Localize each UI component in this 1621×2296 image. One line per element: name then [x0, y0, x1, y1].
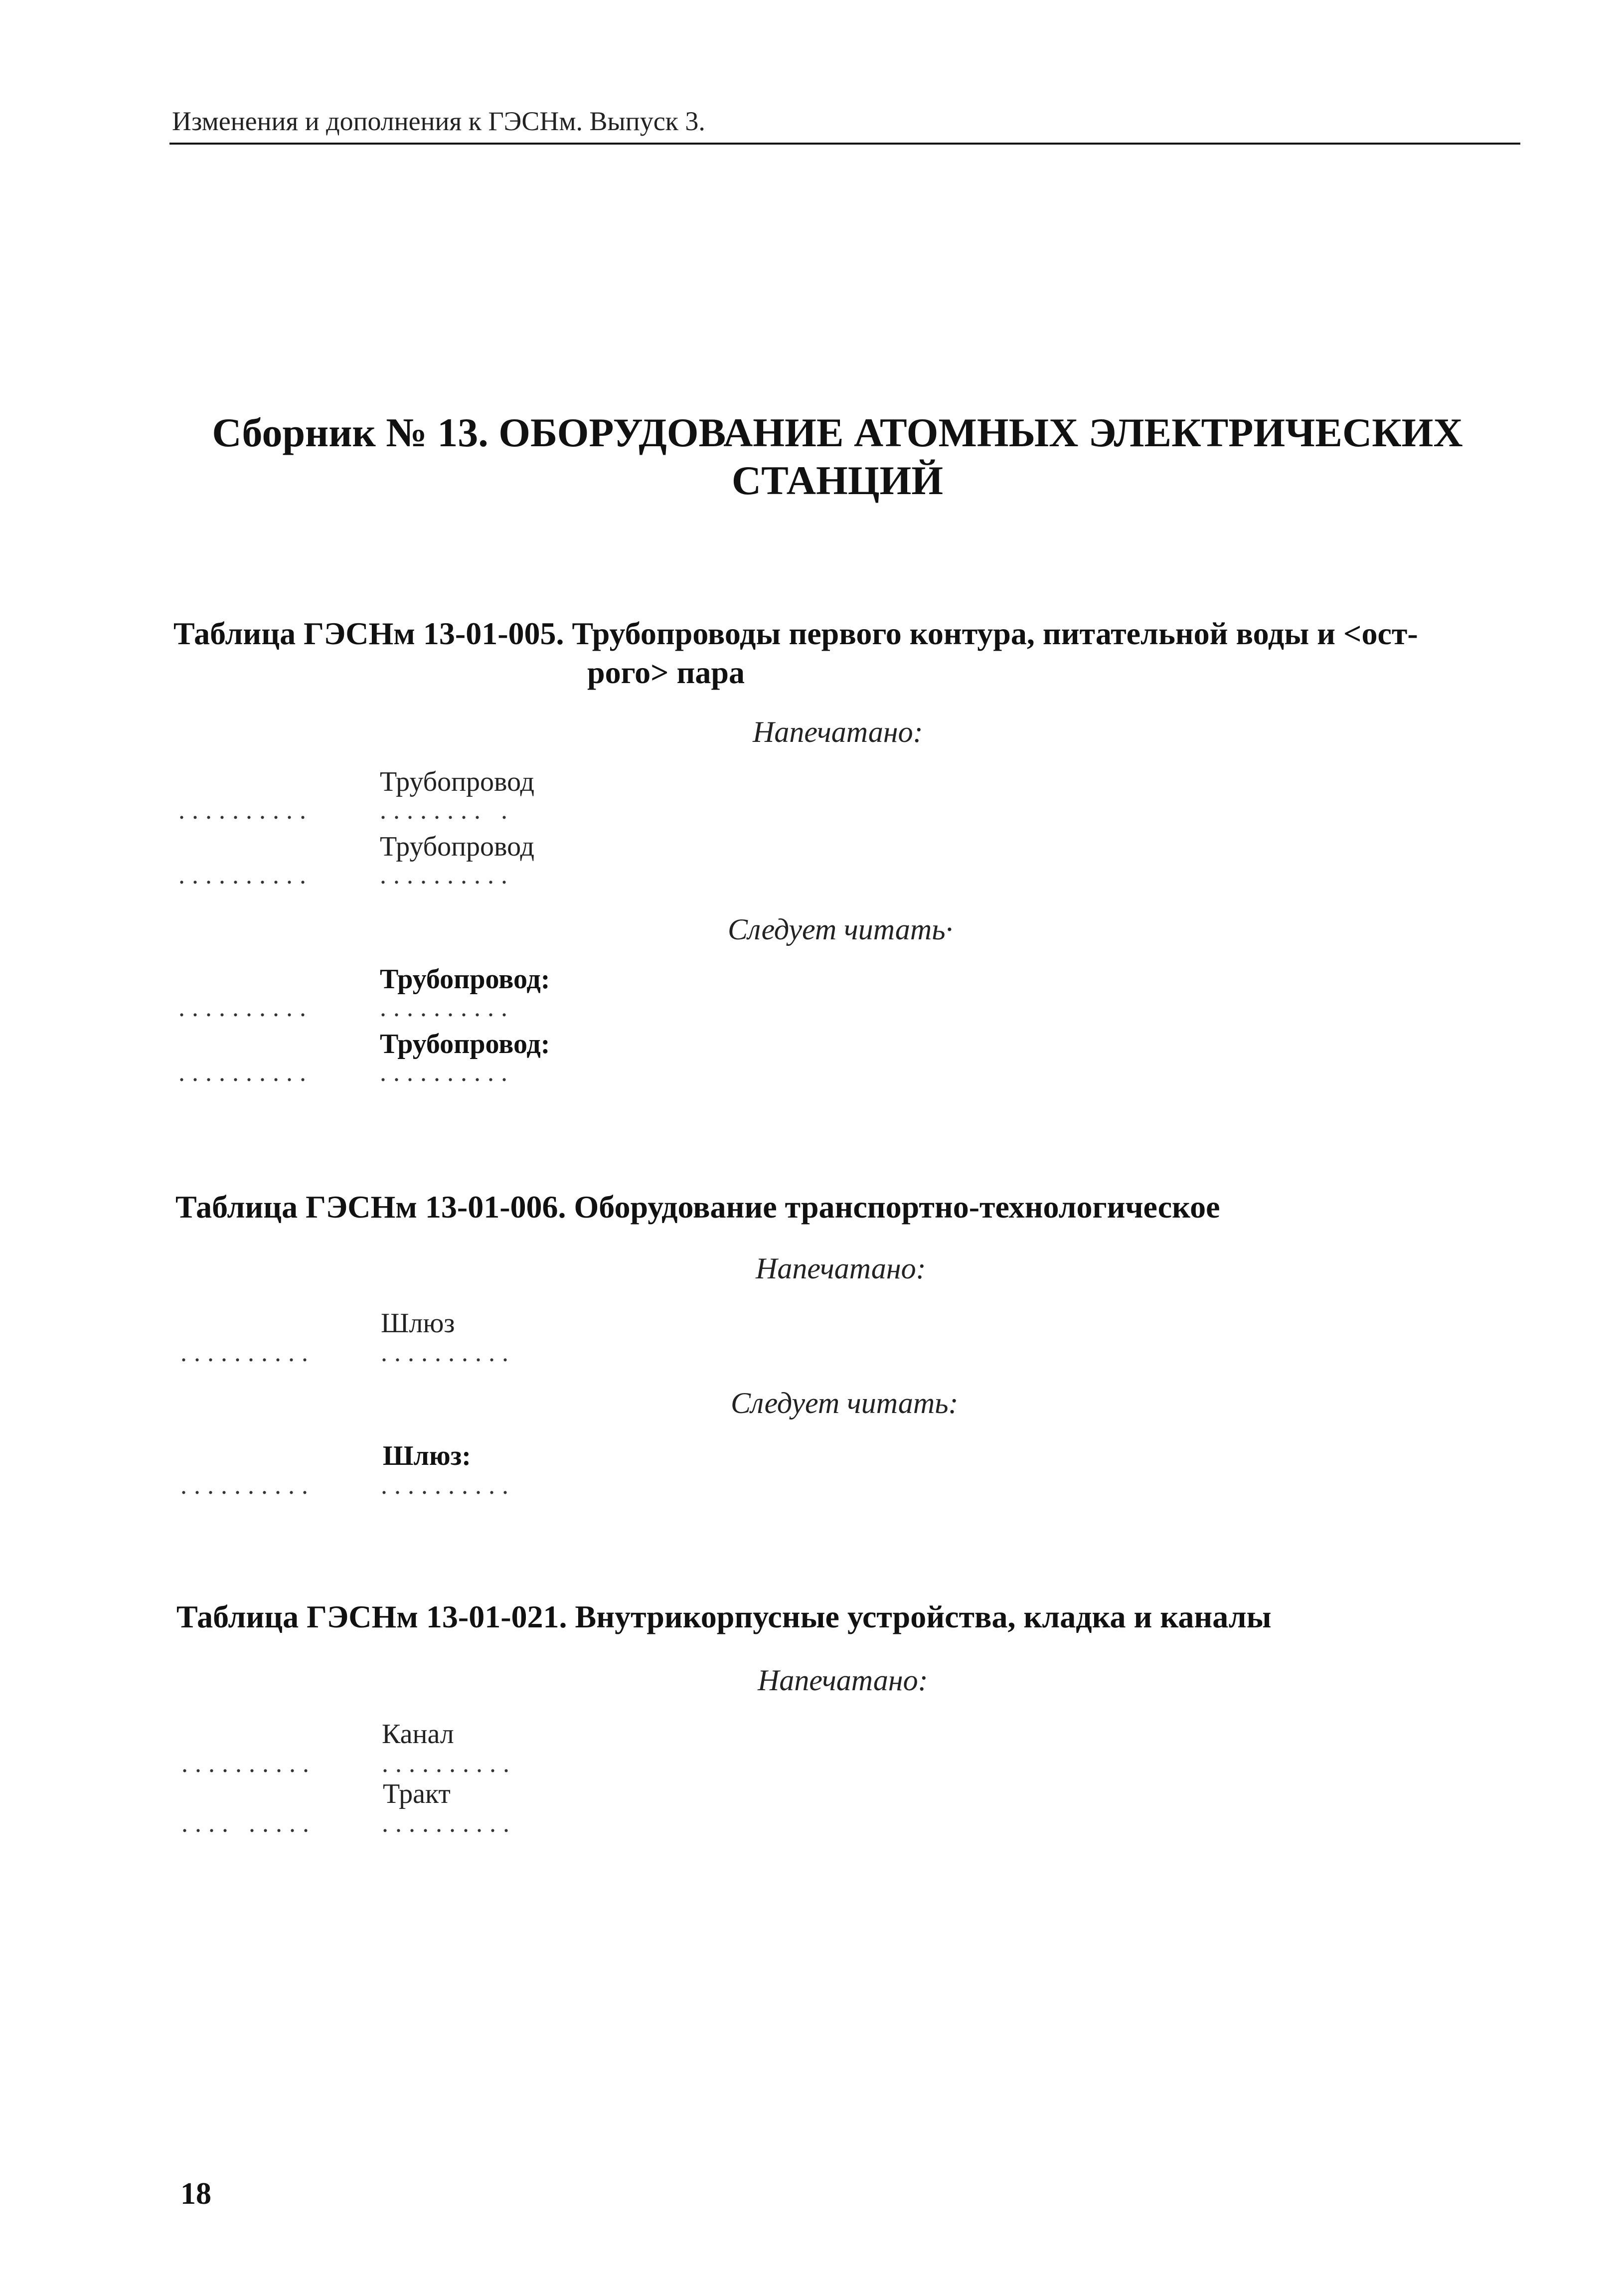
printed-row-right-dots: .......... [381, 1339, 515, 1367]
read-row-right-dots: .......... [380, 1059, 514, 1087]
printed-row-left-dots: .......... [180, 1339, 315, 1367]
read-label: Следует читать: [731, 1387, 959, 1419]
read-row-left-dots: .......... [178, 1059, 313, 1087]
printed-label: Напечатано: [756, 1252, 926, 1285]
table-title-13-01-006 [175, 1188, 1220, 1227]
printed-label: Напечатано: [758, 1664, 928, 1697]
table-title-line1: Таблица ГЭСНм 13-01-006. Оборудование транспортно-технологическое [175, 1189, 1220, 1225]
read-row-word: Трубопровод: [380, 1029, 550, 1060]
printed-row-right-dots: .......... [382, 1750, 516, 1778]
table-title-line1: Таблица ГЭСНм 13-01-021. Внутрикорпусные устройства, кладка и каналы [176, 1599, 1272, 1634]
read-row-right-dots: .......... [380, 994, 514, 1022]
table-title-line2: рого> пара [587, 655, 745, 690]
printed-row-left-dots: .... ..... [181, 1809, 316, 1838]
printed-row-left-dots: .......... [178, 861, 313, 889]
collection-title-line2: СТАНЦИЙ [731, 458, 944, 503]
printed-row-word: Канал [382, 1719, 454, 1750]
header-rule [169, 143, 1520, 145]
printed-row-right-dots: .......... [380, 861, 514, 889]
table-title-13-01-005 [173, 614, 1418, 692]
table-title-line1: Таблица ГЭСНм 13-01-005. Трубопроводы первого контура, питательной воды и <ост- [173, 616, 1418, 651]
collection-title [189, 409, 1485, 505]
read-row-left-dots: .......... [180, 1471, 315, 1500]
printed-label: Напечатано: [753, 715, 923, 748]
printed-row-word: Тракт [383, 1778, 451, 1809]
printed-row-word: Трубопровод [380, 831, 534, 862]
read-label: Следует читать· [728, 913, 953, 946]
printed-row-right-dots: .......... [382, 1809, 516, 1838]
read-row-left-dots: .......... [178, 994, 313, 1022]
printed-row-left-dots: .......... [181, 1750, 316, 1778]
printed-row-word: Трубопровод [380, 766, 534, 797]
collection-title-line1: Сборник № 13. ОБОРУДОВАНИЕ АТОМНЫХ ЭЛЕКТРИЧЕСКИХ [212, 410, 1463, 455]
table-title-13-01-021 [176, 1597, 1272, 1636]
printed-row-word: Шлюз [381, 1308, 455, 1339]
page-number: 18 [180, 2177, 211, 2211]
read-row-right-dots: .......... [381, 1471, 515, 1500]
running-header: Изменения и дополнения к ГЭСНм. Выпуск 3. [172, 106, 705, 136]
printed-row-left-dots: .......... [178, 796, 313, 825]
read-row-word: Трубопровод: [380, 964, 550, 995]
printed-row-right-dots: ........ . [380, 796, 514, 825]
read-row-word: Шлюз: [383, 1440, 471, 1471]
